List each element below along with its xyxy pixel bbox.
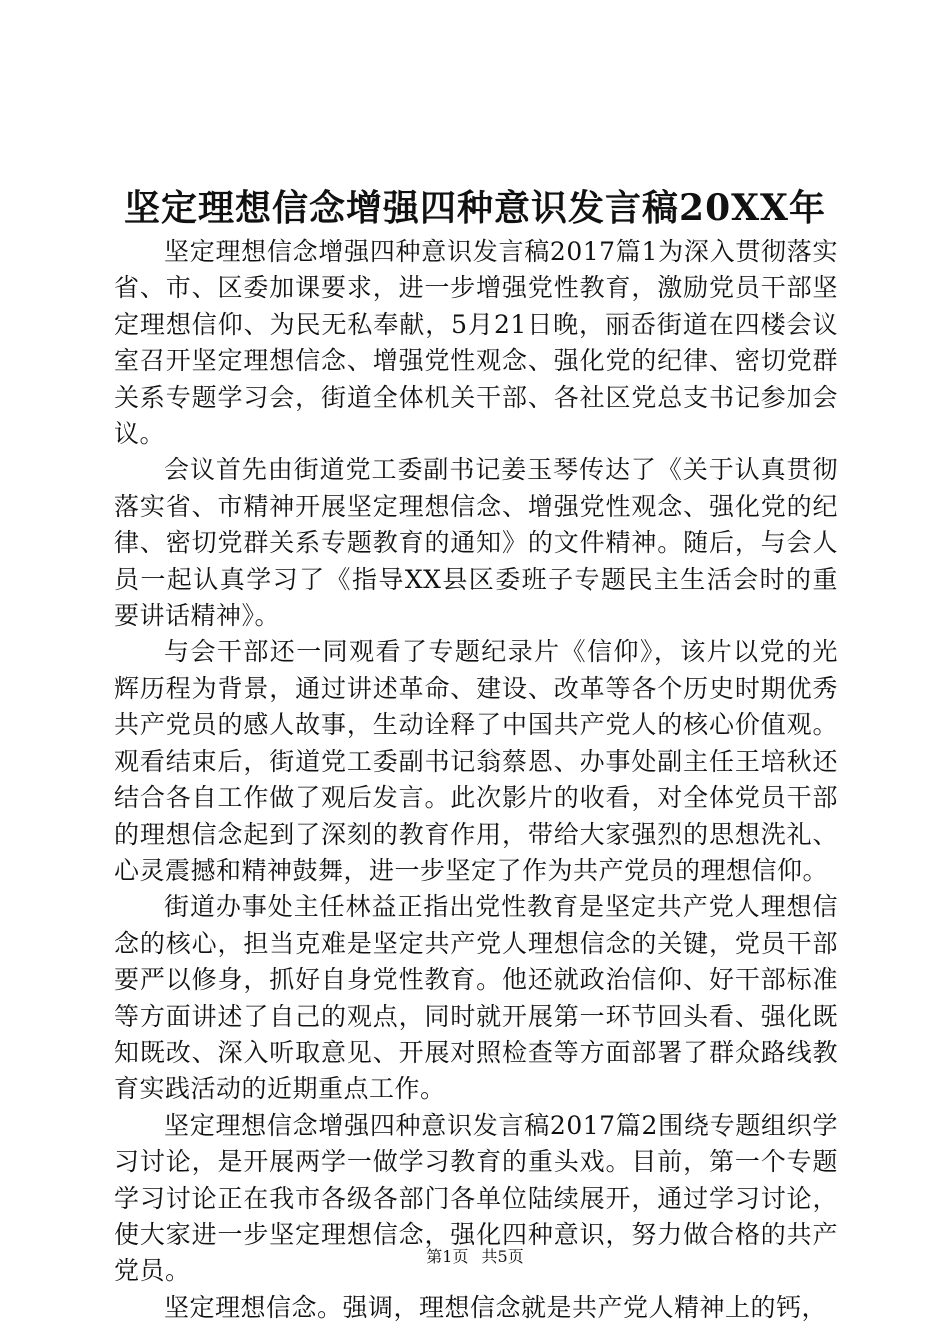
document-body — [114, 234, 838, 1326]
paragraph: 坚定理想信念。强调，理想信念就是共产党人精神上的钙， — [164, 1292, 828, 1322]
paragraph: 会议首先由街道党工委副书记姜玉琴传达了《关于认真贯彻落实省、市精神开展坚定理想信念、增强党性观念、强化党的纪律、密切党群关系专题教育的通知》的文件精神。随后，与会人员一起认真学习了《指导XX县区委班子专题民主生活会时的重要讲话精神》。 — [114, 455, 838, 631]
paragraph: 街道办事处主任林益正指出党性教育是坚定共产党人理想信念的核心，担当克难是坚定共产党人理想信念的关键，党员干部要严以修身，抓好自身党性教育。他还就政治信仰、好干部标准等方面讲述了自己的观点，同时就开展第一环节回头看、强化既知既改、深入听取意见、开展对照检查等方面部署了群众路线教育实践活动的近期重点工作。 — [114, 892, 838, 1104]
paragraph: 坚定理想信念增强四种意识发言稿2017篇1为深入贯彻落实省、市、区委加课要求，进一步增强党性教育，激励党员干部坚定理想信仰、为民无私奉献，5月21日晚，丽岙街道在四楼会议室召开坚定理想信念、增强党性观念、强化党的纪律、密切党群关系专题学习会，街道全体机关干部、各社区党总支书记参加会议。 — [114, 237, 838, 449]
paragraph: 坚定理想信念增强四种意识发言稿2017篇2围绕专题组织学习讨论，是开展两学一做学习教育的重头戏。目前，第一个专题学习讨论正在我市各级各部门各单位陆续展开，通过学习讨论，使大家进一步坚定理想信念，强化四种意识，努力做合格的共产党员。 — [114, 1110, 838, 1286]
document-title: 坚定理想信念增强四种意识发言稿20XX年 — [124, 187, 826, 229]
page-footer — [0, 1245, 950, 1269]
paragraph: 与会干部还一同观看了专题纪录片《信仰》，该片以党的光辉历程为背景，通过讲述革命、建设、改革等各个历史时期优秀共产党员的感人故事，生动诠释了中国共产党人的核心价值观。观看结束后，街道党工委副书记翁蔡恩、办事处副主任王培秋还结合各自工作做了观后发言。此次影片的收看，对全体党员干部的理想信念起到了深刻的教育作用，带给大家强烈的思想洗礼、心灵震撼和精神鼓舞，进一步坚定了作为共产党员的理想信仰。 — [114, 637, 838, 885]
page-number: 第1页 — [426, 1247, 469, 1266]
page-total: 共5页 — [481, 1247, 524, 1266]
